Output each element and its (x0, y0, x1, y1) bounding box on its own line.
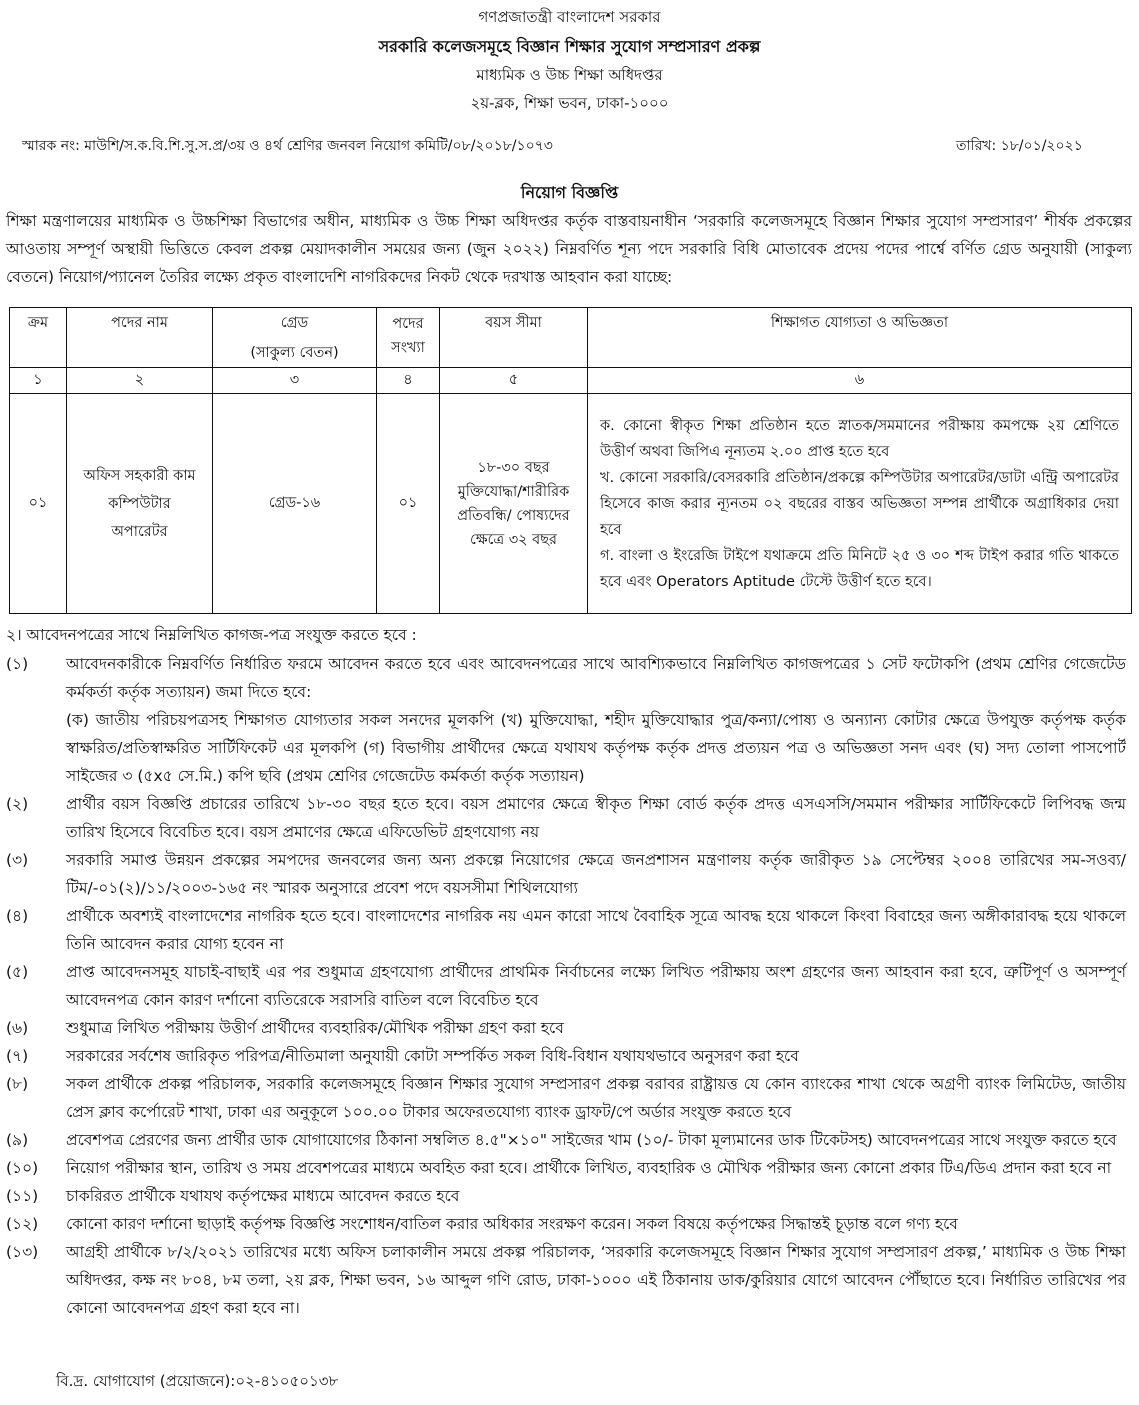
col-number: ১ (10, 368, 67, 394)
list-item (6, 1182, 1134, 1210)
col-number: ৬ (588, 368, 1132, 394)
header-grade-label: গ্রেড (280, 315, 309, 331)
item-number: (৪) (6, 907, 29, 925)
header-serial: ক্রম (10, 308, 67, 368)
govt-title: গণপ্রজাতন্ত্রী বাংলাদেশ সরকার (478, 8, 661, 26)
list-item (6, 958, 1134, 1014)
qualification-c: গ. বাংলা ও ইংরেজি টাইপে যথাক্রমে প্রতি মিনিটে ২৫ ও ৩০ শব্দ টাইপ করার গতি থাকতে হবে এবং Operators Aptitude টেস্টে উত্তীর্ণ হতে হবে। (600, 547, 1119, 590)
header-grade (213, 308, 377, 368)
requirements-title: ২। আবেদনপত্রের সাথে নিম্নলিখিত কাগজ-পত্র সংযুক্ত করতে হবে : (6, 626, 417, 644)
notice-title: নিয়োগ বিজ্ঞপ্তি (520, 183, 619, 202)
row-grade: গ্রেড-১৬ (213, 394, 377, 614)
list-item (6, 650, 1134, 706)
list-item (6, 846, 1134, 902)
table-row (10, 394, 1132, 614)
project-title: সরকারি কলেজসমূহে বিজ্ঞান শিক্ষার সুযোগ সম্প্রসারণ প্রকল্প (378, 37, 761, 56)
header-post: পদের নাম (67, 308, 213, 368)
header-count: পদের সংখ্যা (377, 308, 440, 368)
item-text: প্রবেশপত্র প্রেরণের জন্য প্রার্থীর ডাক যোগাযোগের ঠিকানা সম্বলিত ৪.৫"×১০" সাইজের খাম (১০/- টাকা মূল্যমানের ডাক টিকেটসহ) আবেদনপত্রের সাথে সংযুক্ত করতে হবে (66, 1131, 1117, 1149)
qualification-a: ক. কোনো স্বীকৃত শিক্ষা প্রতিষ্ঠান হতে স্নাতক/সমমানের পরীক্ষায় কমপক্ষে ২য় শ্রেণিতে উত্তীর্ণ অথবা জিপিএ নূন্যতম ২.০০ প্রাপ্ত হতে হবে (600, 417, 1119, 460)
item-number: (১) (6, 655, 29, 673)
item-number: (১৩) (6, 1243, 39, 1261)
header-qualification: শিক্ষাগত যোগ্যতা ও অভিজ্ঞতা (588, 308, 1132, 368)
row-count: ০১ (377, 394, 440, 614)
list-item (6, 1070, 1134, 1126)
item-text: প্রাপ্ত আবেদনসমূহ যাচাই-বাছাই এর পর শুধুমাত্র গ্রহণযোগ্য প্রার্থীদের প্রাথমিক নির্বাচনের লক্ষ্যে লিখিত পরীক্ষায় অংশ গ্রহণের জন্য আহবান করা হবে, ত্রুটিপূর্ণ ও অসম্পূর্ণ আবেদনপত্র কোন কারণ দর্শানো ব্যতিরেকে সরাসরি বাতিল বলে বিবেচিত হবে (66, 963, 1126, 1009)
memo-date: তারিখ: ১৮/০১/২০২১ (956, 138, 1083, 154)
item-text: প্রার্থীকে অবশ্যই বাংলাদেশের নাগরিক হতে হবে। বাংলাদেশের নাগরিক নয় এমন কারো সাথে বৈবাহিক সূত্রে আবদ্ধ হয়ে থাকলে কিংবা বিবাহের জন্য অঙ্গীকারাবদ্ধ হয়ে থাকলে তিনি আবেদন করার যোগ্য হবেন না (66, 907, 1126, 953)
item-text: কোনো কারণ দর্শানো ছাড়াই কর্তৃপক্ষ বিজ্ঞপ্তি সংশোধন/বাতিল করার অধিকার সংরক্ষণ করেন। সকল বিষয়ে কর্তৃপক্ষের সিদ্ধান্তই চূড়ান্ত বলে গণ্য হবে (66, 1215, 958, 1233)
list-item (6, 1014, 1134, 1042)
list-item (6, 1126, 1134, 1154)
item-number: (৭) (6, 1047, 29, 1065)
item-text: আগ্রহী প্রার্থীকে ৮/২/২০২১ তারিখের মধ্যে অফিস চলাকালীন সময়ে প্রকল্প পরিচালক, ‘সরকারি কলেজসমূহে বিজ্ঞান শিক্ষার সুযোগ সম্প্রসারণ প্রকল্প,’ মাধ্যমিক ও উচ্চ শিক্ষা অধিদপ্তর, কক্ষ নং ৮০৪, ৮ম তলা, ২য় ব্লক, শিক্ষা ভবন, ১৬ আব্দুল গণি রোড, ঢাকা-১০০০ এই ঠিকানায় ডাক/কুরিয়ার যোগে আবেদন পৌঁছাতে হবে। নির্ধারিত তারিখের পর কোনো আবেদনপত্র গ্রহণ করা হবে না। (66, 1243, 1126, 1317)
vacancy-table (9, 307, 1132, 614)
item-number: (৫) (6, 963, 29, 981)
item-text: সরকারের সর্বশেষ জারিকৃত পরিপত্র/নীতিমালা অনুযায়ী কোটা সম্পর্কিত সকল বিধি-বিধান যথাযথভাবে অনুসরণ করা হবে (66, 1047, 799, 1065)
header-age: বয়স সীমা (440, 308, 588, 368)
list-item (6, 1154, 1134, 1182)
contact-note: বি.দ্র. যোগাযোগ (প্রয়োজনে):০২-৪১০৫০১৩৮ (56, 1372, 339, 1390)
item-number: (২) (6, 795, 29, 813)
col-number: ৩ (213, 368, 377, 394)
age-limit-quota: মুক্তিযোদ্ধা/শারীরিক প্রতিবন্ধি/ পোষ্যদের ক্ষেত্রে ৩২ বছর (457, 483, 570, 548)
row-age (440, 394, 588, 614)
item-text: সরকারি সমাপ্ত উন্নয়ন প্রকল্পের সমপদের জনবলের জন্য অন্য প্রকল্পে নিয়োগের ক্ষেত্রে জনপ্রশাসন মন্ত্রণালয় কর্তৃক জারীকৃত ১৯ সেপ্টেম্বর ২০০৪ তারিখের সম-সওব্য/টিম/-০১(২)/১১/২০০৩-১৬৫ নং স্মারক অনুসারে প্রবেশ পদে বয়সসীমা শিথিলযোগ্য (66, 851, 1126, 897)
list-item (6, 790, 1134, 846)
col-number: ২ (67, 368, 213, 394)
col-number: ৫ (440, 368, 588, 394)
item-number: (৬) (6, 1019, 29, 1037)
item-text: শুধুমাত্র লিখিত পরীক্ষায় উত্তীর্ণ প্রার্থীদের ব্যবহারিক/মৌখিক পরীক্ষা গ্রহণ করা হবে (66, 1019, 564, 1037)
age-limit: ১৮-৩০ বছর (477, 459, 550, 476)
item-number: (১১) (6, 1187, 39, 1205)
row-post: অফিস সহকারী কাম কম্পিউটার অপারেটর (67, 394, 213, 614)
item-number: (৩) (6, 851, 29, 869)
memo-reference: স্মারক নং: মাউশি/স.ক.বি.শি.সু.স.প্র/৩য় ও ৪র্থ শ্রেণির জনবল নিয়োগ কমিটি/০৮/২০১৮/১০৭৩ (22, 138, 553, 154)
item-number: (৯) (6, 1131, 29, 1149)
list-item (6, 1210, 1134, 1238)
list-item (6, 1042, 1134, 1070)
col-number: ৪ (377, 368, 440, 394)
intro-paragraph: শিক্ষা মন্ত্রণালয়ের মাধ্যমিক ও উচ্চশিক্ষা বিভাগের অধীন, মাধ্যমিক ও উচ্চ শিক্ষা অধিদপ্তর কর্তৃক বাস্তবায়নাধীন ‘সরকারি কলেজসমূহে বিজ্ঞান শিক্ষার সুযোগ সম্প্রসারণ’ শীর্ষক প্রকল্পের আওতায় সম্পূর্ণ অস্থায়ী ভিত্তিতে কেবল প্রকল্প মেয়াদকালীন সময়ের জন্য (জুন ২০২২) নিম্নবর্ণিত শূন্য পদে সরকারি বিধি মোতাবেক প্রদেয় পদের পার্শ্বে বর্ণিত গ্রেড অনুযায়ী (সাকুল্য বেতনে) নিয়োগ/প্যানেল তৈরির লক্ষ্যে প্রকৃত বাংলাদেশি নাগরিকদের নিকট থেকে দরখাস্ত আহবান করা যাচ্ছে: (6, 212, 1132, 286)
requirements-section (6, 622, 1134, 1322)
item-number: (১২) (6, 1215, 39, 1233)
column-number-row (10, 368, 1132, 394)
item-number: (৮) (6, 1075, 29, 1093)
header-grade-sub: (সাকুল্য বেতন) (250, 345, 339, 361)
list-item (6, 1238, 1134, 1322)
item-text: চাকরিরত প্রার্থীকে যথাযথ কর্তৃপক্ষের মাধ্যমে আবেদন করতে হবে (66, 1187, 460, 1205)
document-list: (ক) জাতীয় পরিচয়পত্রসহ শিক্ষাগত যোগ্যতার সকল সনদের মূলকপি (খ) মুক্তিযোদ্ধা, শহীদ মুক্তিযোদ্ধার পুত্র/কন্যা/পোষ্য ও অন্যান্য কোটার ক্ষেত্রে উপযুক্ত কর্তৃপক্ষ কর্তৃক স্বাক্ষরিত/প্রতিস্বাক্ষরিত সার্টিফিকেট এর মূলকপি (গ) বিভাগীয় প্রার্থীদের ক্ষেত্রে যথাযথ কর্তৃপক্ষ কর্তৃক প্রদত্ত প্রত্যয়ন পত্র ও অভিজ্ঞতা সনদ এবং (ঘ) সদ্য তোলা পাসপোর্ট সাইজের ৩ (৫x৫ সে.মি.) কপি ছবি (প্রথম শ্রেণির গেজেটেড কর্মকর্তা কর্তৃক সত্যায়ন) (66, 711, 1126, 785)
list-item (6, 902, 1134, 958)
item-text: প্রার্থীর বয়স বিজ্ঞপ্তি প্রচারের তারিখে ১৮-৩০ বছর হতে হবে। বয়স প্রমাণের ক্ষেত্রে স্বীকৃত শিক্ষা বোর্ড কর্তৃক প্রদত্ত এসএসসি/সমমান পরীক্ষার সার্টিফিকেটে লিপিবদ্ধ জন্ম তারিখ হিসেবে বিবেচিত হবে। বয়স প্রমাণের ক্ষেত্রে এফিডেভিট গ্রহণযোগ্য নয় (66, 795, 1126, 841)
item-text: নিয়োগ পরীক্ষার স্থান, তারিখ ও সময় প্রবেশপত্রের মাধ্যমে অবহিত করা হবে। প্রার্থীকে লিখিত, ব্যবহারিক ও মৌখিক পরীক্ষার জন্য কোনো প্রকার টিএ/ডিএ প্রদান করা হবে না (66, 1159, 1112, 1177)
directorate-title: মাধ্যমিক ও উচ্চ শিক্ষা অধিদপ্তর (476, 66, 663, 84)
item-number: (১০) (6, 1159, 39, 1177)
office-address: ২য়-ব্লক, শিক্ষা ভবন, ঢাকা-১০০০ (470, 94, 669, 112)
row-qualification (588, 394, 1132, 614)
table-header-row (10, 308, 1132, 368)
qualification-b: খ. কোনো সরকারি/বেসরকারি প্রতিষ্ঠান/প্রকল্পে কম্পিউটার অপারেটর/ডাটা এন্ট্রি অপারেটর হিসেবে কাজ করার ন্যূনতম ০২ বছরের বাস্তব অভিজ্ঞতা সম্পন্ন প্রার্থীকে অগ্রাধিকার দেয়া হবে (600, 469, 1119, 538)
row-serial: ০১ (10, 394, 67, 614)
item-text: সকল প্রার্থীকে প্রকল্প পরিচালক, সরকারি কলেজসমূহে বিজ্ঞান শিক্ষার সুযোগ সম্প্রসারণ প্রকল্প বরাবর রাষ্ট্রায়ত্ত যে কোন ব্যাংকের শাখা থেকে অগ্রণী ব্যাংক লিমিটেড, জাতীয় প্রেস ক্লাব কর্পোরেট শাখা, ঢাকা এর অনুকূলে ১০০.০০ টাকার অফেরতযোগ্য ব্যাংক ড্রাফট/পে অর্ডার সংযুক্ত করতে হবে (66, 1075, 1126, 1121)
item-text: আবেদনকারীকে নিম্নবর্ণিত নির্ধারিত ফরমে আবেদন করতে হবে এবং আবেদনপত্রের সাথে আবশ্যিকভাবে নিম্নলিখিত কাগজপত্রের ১ সেট ফটোকপি (প্রথম শ্রেণির গেজেটেড কর্মকর্তা কর্তৃক সত্যায়ন) জমা দিতে হবে: (66, 655, 1126, 701)
